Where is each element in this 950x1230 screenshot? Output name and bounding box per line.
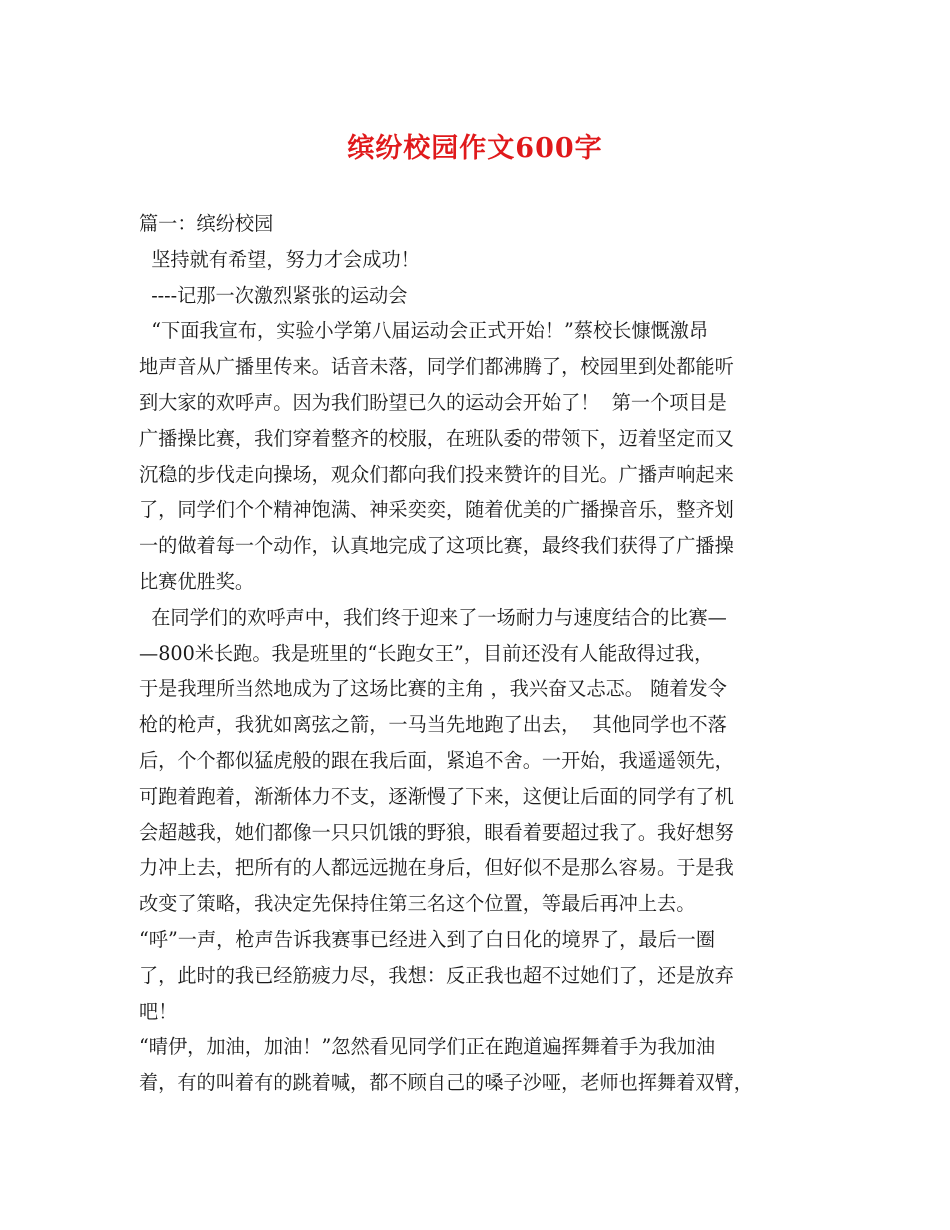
paragraph-line: 改变了策略，我决定先保持住第三名这个位置，等最后再冲上去。 [139, 892, 696, 916]
document-body [139, 206, 819, 1101]
paragraph-line: —800米长跑。我是班里的“长跑女王”，目前还没有人能敌得过我， [139, 641, 714, 665]
paragraph-line: 了，此时的我已经筋疲力尽，我想：反正我也超不过她们了，还是放弃 [139, 963, 734, 987]
paragraph-line: 地声音从广播里传来。话音未落，同学们都沸腾了，校园里到处都能听 [139, 355, 734, 379]
paragraph-line: “呼”一声，枪声告诉我赛事已经进入到了白日化的境界了，最后一圈 [139, 927, 716, 951]
paragraph-line: 枪的枪声，我犹如离弦之箭，一马当先地跑了出去， 其他同学也不落 [139, 713, 727, 737]
paragraph-line: 坚持就有希望，努力才会成功！ [139, 247, 420, 271]
paragraph-line: 会超越我，她们都像一只只饥饿的野狼，眼看着要超过我了。我好想努 [139, 820, 734, 844]
paragraph-line: 比赛优胜奖。 [139, 569, 255, 593]
paragraph-line: 可跑着跑着，渐渐体力不支，逐渐慢了下来，这便让后面的同学有了机 [139, 784, 734, 808]
paragraph-line: ----记那一次激烈紧张的运动会 [139, 283, 408, 307]
paragraph-line: “晴伊，加油，加油！”忽然看见同学们正在跑道遍挥舞着手为我加油 [139, 1035, 716, 1059]
paragraph-line: 到大家的欢呼声。因为我们盼望已久的运动会开始了！ 第一个项目是 [139, 390, 727, 414]
paragraph-line: 于是我理所当然地成为了这场比赛的主角 ，我兴奋又忐忑。 随着发令 [139, 677, 727, 701]
paragraph-line: 沉稳的步伐走向操场，观众们都向我们投来赞许的目光。广播声响起来 [139, 462, 734, 486]
document-title: 缤纷校园作文600字 [347, 133, 603, 164]
paragraph-line: 一的做着每一个动作，认真地完成了这项比赛，最终我们获得了广播操 [139, 534, 734, 558]
paragraph-line: 在同学们的欢呼声中，我们终于迎来了一场耐力与速度结合的比赛— [139, 605, 727, 629]
paragraph-line: 广播操比赛，我们穿着整齐的校服，在班队委的带领下，迈着坚定而又 [139, 426, 734, 450]
paragraph-line: 吧！ [139, 999, 178, 1023]
paragraph-line: “下面我宣布，实验小学第八届运动会正式开始！”蔡校长慷慨激昂 [139, 319, 709, 343]
paragraph-line: 了，同学们个个精神饱满、神采奕奕，随着优美的广播操音乐，整齐划 [139, 498, 734, 522]
paragraph-line: 力冲上去，把所有的人都远远抛在身后，但好似不是那么容易。于是我 [139, 856, 734, 880]
section-heading: 篇一：缤纷校园 [139, 212, 274, 235]
paragraph-line: 后，个个都似猛虎般的跟在我后面，紧追不舍。一开始，我遥遥领先， [139, 748, 734, 772]
paragraph-line: 着，有的叫着有的跳着喊，都不顾自己的嗓子沙哑，老师也挥舞着双臂， [139, 1071, 753, 1095]
